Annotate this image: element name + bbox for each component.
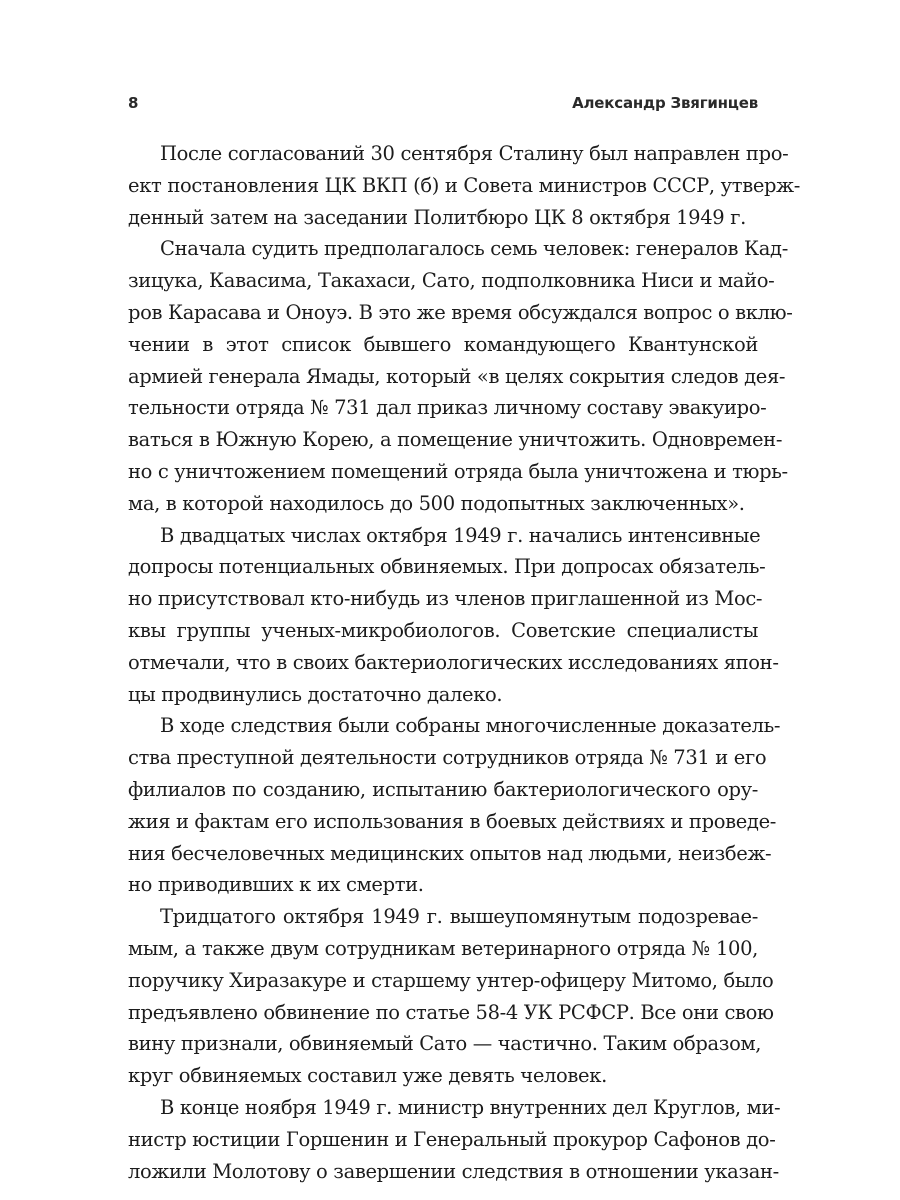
text-line: ства преступной деятельности сотрудников отряда № 731 и его — [128, 746, 767, 770]
text-line: чении в этот список бывшего командующего Квантунской — [128, 332, 758, 356]
running-title: Александр Звягинцев — [572, 94, 758, 112]
text-line: но присутствовал кто-нибудь из членов приглашенной из Мос- — [128, 587, 763, 611]
paragraph — [128, 1092, 781, 1187]
text-line: ния бесчеловечных медицинских опытов над людьми, неизбеж- — [128, 841, 772, 865]
text-line: нистр юстиции Горшенин и Генеральный прокурор Сафонов до- — [128, 1127, 776, 1151]
page-header — [128, 94, 758, 116]
text-line: армией генерала Ямады, который «в целях сокрытия следов дея- — [128, 364, 786, 388]
body-text — [128, 138, 800, 1187]
text-line: жия и фактам его использования в боевых действиях и проведе- — [128, 809, 776, 833]
text-line: После согласований 30 сентября Сталину был направлен про- — [160, 142, 789, 165]
paragraph — [128, 710, 781, 901]
text-line: филиалов по созданию, испытанию бактериологического ору- — [128, 777, 758, 801]
text-line: ложили Молотову о завершении следствия в отношении указан- — [128, 1159, 779, 1183]
text-line: В двадцатых числах октября 1949 г. начались интенсивные — [160, 523, 761, 547]
text-line: но с уничтожением помещений отряда была уничтожена и тюрь- — [128, 459, 788, 483]
text-line: допросы потенциальных обвиняемых. При допросах обязатель- — [128, 555, 766, 579]
paragraph — [128, 233, 793, 519]
text-line: ма, в которой находилось до 500 подопытных заключенных». — [128, 491, 745, 515]
paragraph — [128, 520, 779, 711]
text-line: Тридцатого октября 1949 г. вышеупомянутым подозревае- — [160, 905, 758, 929]
text-line: В конце ноября 1949 г. министр внутренних дел Круглов, ми- — [160, 1095, 781, 1119]
text-line: ров Карасава и Оноуэ. В это же время обсуждался вопрос о вклю- — [128, 300, 793, 324]
text-line: цы продвинулись достаточно далеко. — [128, 682, 503, 706]
text-line: отмечали, что в своих бактериологических исследованиях япон- — [128, 650, 779, 674]
text-line: мым, а также двум сотрудникам ветеринарного отряда № 100, — [128, 936, 758, 960]
text-line: Сначала судить предполагалось семь человек: генералов Кад- — [160, 237, 788, 261]
text-line: денный затем на заседании Политбюро ЦК 8 октября 1949 г. — [128, 205, 746, 229]
text-line: предъявлено обвинение по статье 58-4 УК РСФСР. Все они свою — [128, 1000, 774, 1024]
text-line: В ходе следствия были собраны многочисленные доказатель- — [160, 714, 781, 738]
paragraph — [128, 901, 774, 1092]
text-line: но приводивших к их смерти. — [128, 873, 424, 897]
text-line: ваться в Южную Корею, а помещение уничтожить. Одновремен- — [128, 428, 783, 452]
text-line: квы группы ученых-микробиологов. Советские специалисты — [128, 618, 758, 642]
text-line: ект постановления ЦК ВКП (б) и Совета министров СССР, утверж- — [128, 173, 800, 197]
text-line: тельности отряда № 731 дал приказ личному составу эвакуиро- — [128, 396, 767, 420]
text-line: зицука, Кавасима, Такахаси, Сато, подполковника Ниси и майо- — [128, 269, 775, 293]
page-number: 8 — [128, 94, 139, 112]
paragraph — [128, 138, 800, 233]
text-line: поручику Хиразакуре и старшему унтер-офицеру Митомо, было — [128, 968, 774, 992]
text-line: вину признали, обвиняемый Сато — частично. Таким образом, — [128, 1032, 762, 1056]
text-line: круг обвиняемых составил уже девять человек. — [128, 1064, 607, 1088]
